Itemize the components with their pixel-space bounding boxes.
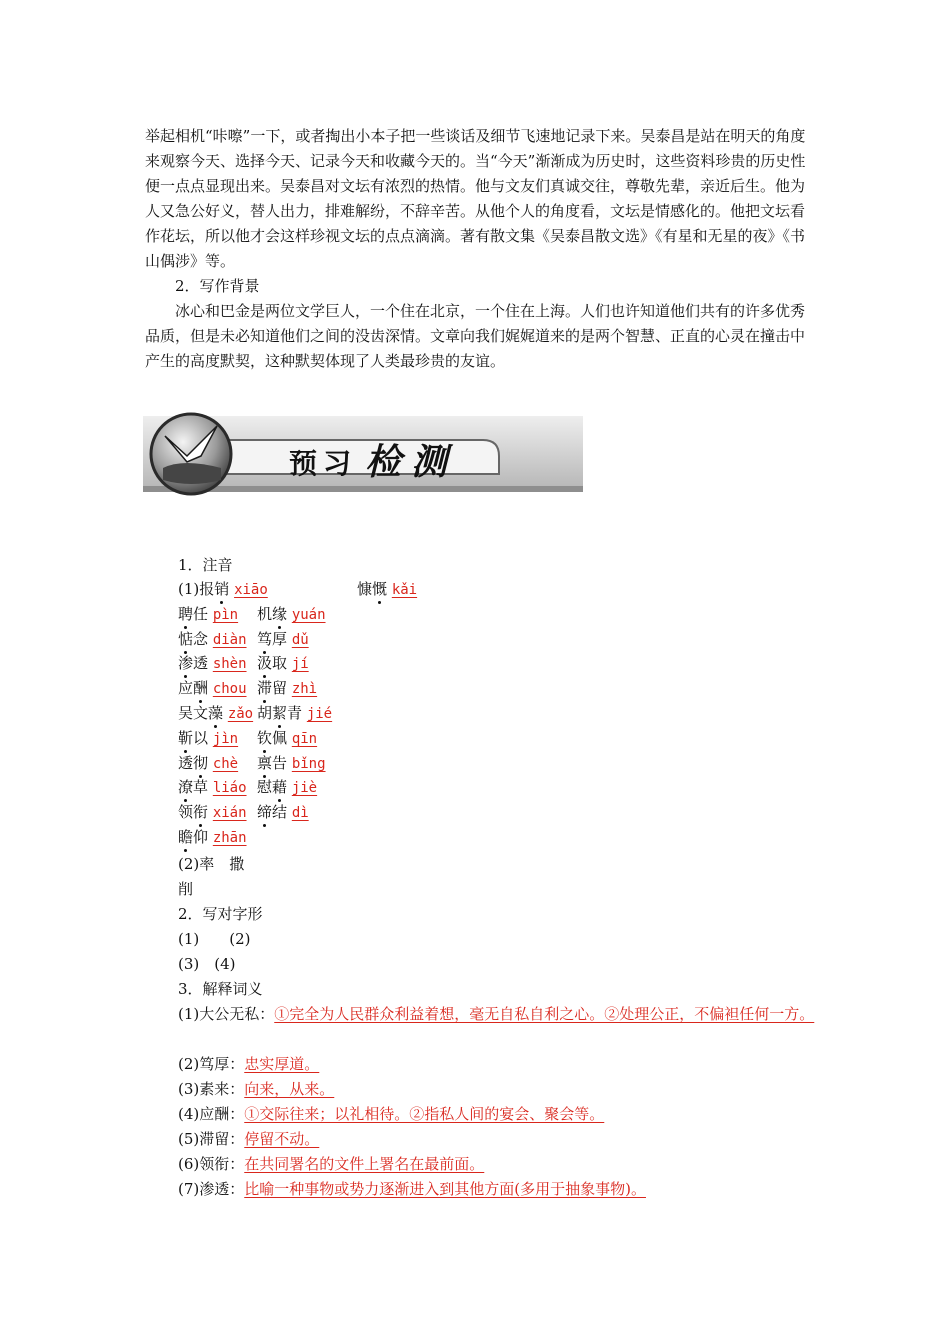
banner-title-bold: 检测 xyxy=(365,441,458,483)
definition-item xyxy=(145,1152,815,1177)
definition-item xyxy=(145,1102,815,1127)
definition-term: (4)应酬： xyxy=(178,1105,245,1123)
word-suffix: 透 xyxy=(193,654,209,673)
writing-background-paragraph: 冰心和巴金是两位文学巨人，一个住在北京，一个住在上海。人们也许知道他们共有的许多优秀品质，但是未必知道他们之间的没齿深情。文章向我们娓娓道来的是两个智慧、正直的心灵在撞击中产生的高度默契，这种默契体现了人类最珍贵的友谊。 xyxy=(145,302,806,370)
pinyin-answer: dì xyxy=(291,805,309,822)
annotated-character: 销 xyxy=(214,577,229,601)
pinyin-item xyxy=(257,726,317,751)
pinyin-answer: xiāo xyxy=(234,582,268,598)
word-suffix: 厚 xyxy=(272,629,288,648)
annotated-character: 渗 xyxy=(178,651,193,675)
pinyin-item xyxy=(257,602,326,627)
word-prefix: 报 xyxy=(199,580,215,598)
section-heading-writing-background: 2．写作背景 xyxy=(175,277,260,295)
annotated-character: 潦 xyxy=(178,775,193,799)
annotated-character: 禀 xyxy=(257,751,272,775)
word-suffix: 青 xyxy=(287,704,303,722)
definition-term: (7)渗透： xyxy=(178,1180,245,1198)
pinyin-item xyxy=(257,676,317,701)
annotated-character: 汲 xyxy=(257,651,272,675)
definition-answer: 向来，从来。 xyxy=(244,1080,335,1098)
word-suffix: 取 xyxy=(272,654,288,673)
annotated-character: 藻 xyxy=(208,701,223,725)
word-suffix: 草 xyxy=(193,778,209,797)
pinyin-answer: bǐng xyxy=(291,755,326,772)
pinyin-item xyxy=(257,701,332,726)
pinyin-answer: liáo xyxy=(212,780,247,797)
pinyin-answer: kǎi xyxy=(391,582,418,598)
pinyin-item xyxy=(257,651,309,676)
definition-item xyxy=(145,1127,815,1152)
definition-term: (5)滞留： xyxy=(178,1130,245,1148)
definition-answer: 忠实厚道。 xyxy=(244,1055,320,1073)
definition-answer: 比喻一种事物或势力逐渐进入到其他方面(多用于抽象事物)。 xyxy=(244,1180,646,1198)
q2-line1: (1) (2) xyxy=(178,930,251,948)
annotated-character: 惦 xyxy=(178,627,193,651)
word-suffix: 留 xyxy=(272,679,288,698)
q2-heading: 2．写对字形 xyxy=(178,905,263,923)
annotated-character: 滞 xyxy=(257,676,272,700)
word-suffix: 以 xyxy=(193,728,209,747)
word-suffix: 念 xyxy=(193,629,209,648)
pinyin-item xyxy=(178,726,238,751)
q1-heading: 1．注音 xyxy=(178,556,233,574)
q1-sub2-line2: 削 xyxy=(178,880,194,898)
definition-term: (3)素来： xyxy=(178,1080,245,1098)
pinyin-item xyxy=(357,577,417,602)
definition-term: (1)大公无私： xyxy=(178,1005,275,1023)
annotated-character: 絜 xyxy=(272,701,287,725)
pinyin-answer: zhān xyxy=(212,830,247,846)
pinyin-item xyxy=(178,751,238,776)
word-prefix: 应 xyxy=(178,679,194,698)
word-suffix: 结 xyxy=(272,803,288,822)
pinyin-answer: dǔ xyxy=(291,631,309,648)
pinyin-item xyxy=(178,602,238,627)
annotated-character: 瞻 xyxy=(178,825,193,849)
pinyin-answer: chou xyxy=(212,681,247,698)
word-prefix: 机 xyxy=(257,604,273,623)
definition-answer: 停留不动。 xyxy=(244,1130,320,1148)
pinyin-answer: jí xyxy=(291,656,309,673)
pinyin-answer: xián xyxy=(212,805,247,822)
pinyin-answer: pìn xyxy=(212,606,239,623)
pinyin-item xyxy=(257,751,326,776)
annotated-character: 彻 xyxy=(193,751,208,775)
pinyin-answer: zǎo xyxy=(227,706,254,722)
definition-item xyxy=(145,1052,815,1077)
preview-check-banner xyxy=(143,410,588,498)
pinyin-answer: jiè xyxy=(291,780,318,797)
definition-answer: ①完全为人民群众利益着想，毫无自私自利之心。②处理公正，不偏袒任何一方。 xyxy=(274,1005,815,1023)
pinyin-answer: yuán xyxy=(291,606,326,623)
annotated-character: 缔 xyxy=(257,800,272,824)
pinyin-item xyxy=(257,627,309,652)
word-suffix: 告 xyxy=(272,753,288,772)
pinyin-item xyxy=(257,775,317,800)
pinyin-item xyxy=(178,577,268,602)
annotated-character: 藉 xyxy=(272,775,287,799)
annotated-character: 靳 xyxy=(178,726,193,750)
definition-answer: 在共同署名的文件上署名在最前面。 xyxy=(244,1155,485,1173)
word-suffix: 任 xyxy=(193,604,209,623)
word-prefix: 领 xyxy=(178,803,194,822)
word-prefix: 胡 xyxy=(257,704,273,722)
annotated-character: 聘 xyxy=(178,602,193,626)
pinyin-answer: jìn xyxy=(212,730,239,747)
pinyin-answer: jié xyxy=(306,706,333,722)
definition-item xyxy=(145,1002,815,1027)
q1-sub2-line1: (2)率 撒 xyxy=(178,855,245,873)
definition-item xyxy=(145,1077,815,1102)
pinyin-item xyxy=(178,676,247,701)
word-prefix: 慰 xyxy=(257,778,273,797)
word-prefix: 吴文 xyxy=(178,704,209,722)
pinyin-item xyxy=(178,825,247,850)
annotated-character: 笃 xyxy=(257,627,272,651)
pinyin-item xyxy=(178,701,253,726)
q2-line2: (3) (4) xyxy=(178,955,236,973)
q3-heading: 3．解释词义 xyxy=(178,980,263,998)
definition-answer: ①交际往来；以礼相待。②指私人间的宴会、聚会等。 xyxy=(244,1105,605,1123)
annotated-character: 衔 xyxy=(193,800,208,824)
word-prefix: 慷 xyxy=(357,580,373,598)
pinyin-answer: shèn xyxy=(212,656,247,673)
annotated-character: 酬 xyxy=(193,676,208,700)
word-suffix: 佩 xyxy=(272,728,288,747)
q1-sub1-label: (1) xyxy=(178,580,200,598)
annotated-character: 慨 xyxy=(372,577,387,601)
banner-title-normal: 预习 xyxy=(289,447,358,480)
word-suffix: 仰 xyxy=(193,828,209,846)
pinyin-item xyxy=(257,800,309,825)
pinyin-answer: diàn xyxy=(212,631,247,648)
definition-term: (2)笃厚： xyxy=(178,1055,245,1073)
pinyin-item xyxy=(178,800,247,825)
pinyin-answer: qīn xyxy=(291,730,318,747)
annotated-character: 缘 xyxy=(272,602,287,626)
annotated-character: 钦 xyxy=(257,726,272,750)
pinyin-item xyxy=(178,651,247,676)
pinyin-answer: chè xyxy=(212,755,239,772)
word-prefix: 透 xyxy=(178,753,194,772)
pinyin-answer: zhì xyxy=(291,681,318,698)
author-intro-paragraph: 举起相机“咔嚓”一下，或者掏出小本子把一些谈话及细节飞速地记录下来。吴泰昌是站在明天的角度来观察今天、选择今天、记录今天和收藏今天的。当“今天”渐渐成为历史时，这些资料珍贵的历史性便一点点显现出来。吴泰昌对文坛有浓烈的热情。他与文友们真诚交往，尊敬先辈，亲近后生。他为人又急公好义，替人出力，排难解纷，不辞辛苦。从他个人的角度看，文坛是情感化的。他把文坛看作花坛，所以他才会这样珍视文坛的点点滴滴。著有散文集《吴泰昌散文选》《有星和无星的夜》《书山偶涉》等。 xyxy=(145,127,806,270)
definition-term: (6)领衔： xyxy=(178,1155,245,1173)
pinyin-item xyxy=(178,627,247,652)
definition-item xyxy=(145,1177,815,1202)
pinyin-item xyxy=(178,775,247,800)
